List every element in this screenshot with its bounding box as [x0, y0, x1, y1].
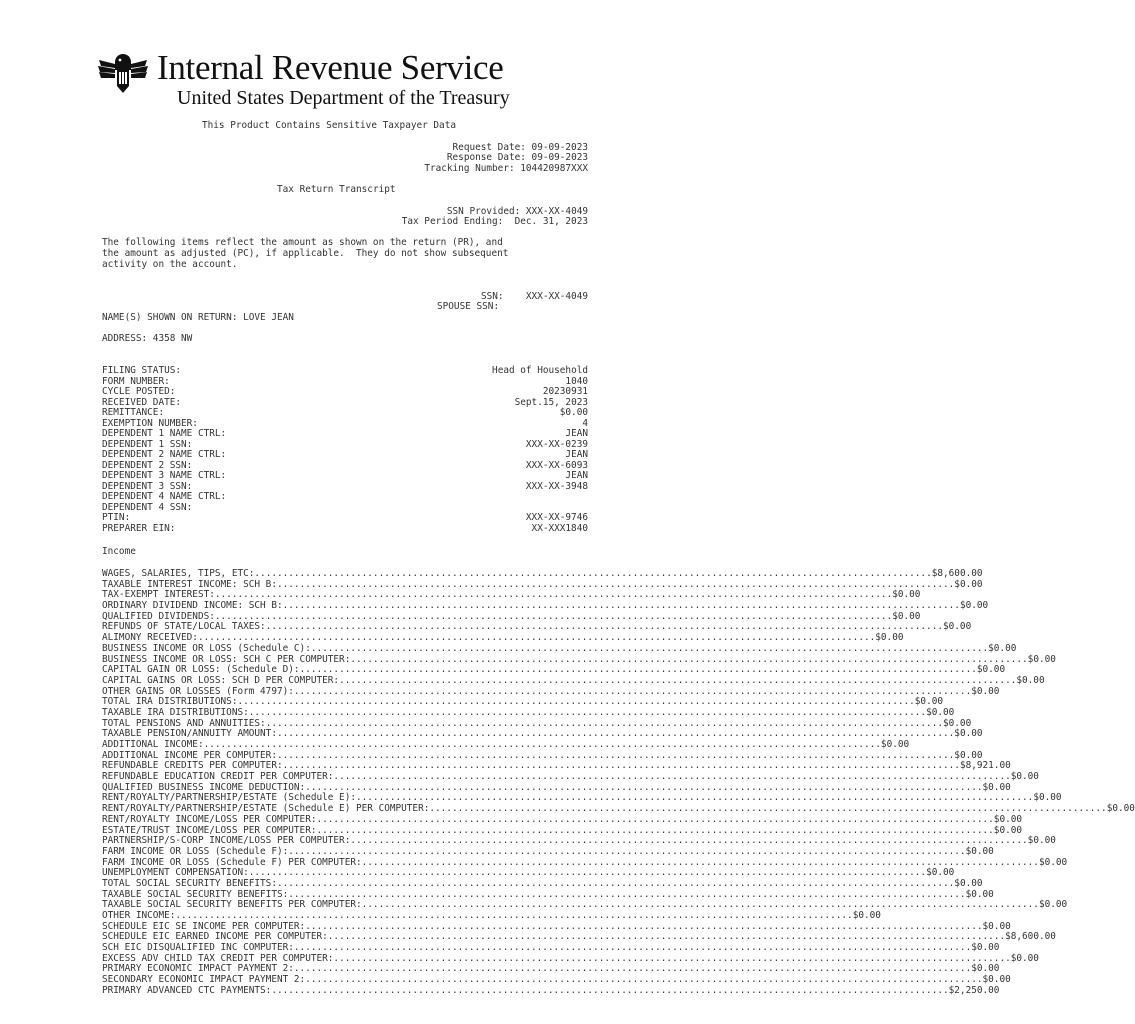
- income-label: REFUNDABLE EDUCATION CREDIT PER COMPUTER:: [102, 771, 334, 783]
- income-label: BUSINESS INCOME OR LOSS (Schedule C):: [102, 642, 311, 654]
- income-label: SCHEDULE EIC EARNED INCOME PER COMPUTER:: [102, 931, 328, 943]
- tracking-number: Tracking Number: 104420987XXX: [424, 163, 588, 174]
- dot-leader: ........................................................................................................................: [203, 739, 881, 750]
- irs-header: [97, 44, 557, 110]
- income-amount: $0.00: [954, 877, 983, 889]
- filing-detail-row: [102, 524, 588, 535]
- dot-leader: ........................................................................................................................: [254, 568, 932, 579]
- income-amount: $0.00: [993, 824, 1023, 836]
- taxpayer-ssn-value: XXX-XX-4049: [525, 291, 588, 302]
- filing-detail-label: FORM NUMBER:: [102, 375, 170, 387]
- income-label: TAX-EXEMPT INTEREST:: [102, 589, 215, 601]
- income-amount: $0.00: [982, 781, 1011, 793]
- filing-detail-label: REMITTANCE:: [102, 407, 165, 418]
- income-label: SCHEDULE EIC SE INCOME PER COMPUTER:: [102, 920, 306, 932]
- income-label: PRIMARY ECONOMIC IMPACT PAYMENT 2:: [102, 963, 294, 975]
- income-row: [102, 642, 1017, 655]
- explanation-line-3: activity on the account.: [102, 259, 238, 270]
- sensitive-data-notice: This Product Contains Sensitive Taxpayer Data: [202, 120, 456, 131]
- income-label: CAPITAL GAIN OR LOSS: (Schedule D):: [102, 664, 300, 676]
- income-amount: $0.00: [880, 739, 910, 750]
- income-amount: $0.00: [1027, 653, 1056, 665]
- filing-detail-value: JEAN: [565, 449, 588, 460]
- dot-leader: ........................................................................................................................: [350, 653, 1028, 665]
- dot-leader: ........................................................................................................................: [265, 621, 943, 633]
- response-date: Response Date: 09-09-2023: [446, 152, 588, 163]
- spouse-ssn-label: SPOUSE SSN:: [437, 301, 500, 312]
- filing-detail-value: JEAN: [565, 428, 588, 439]
- explanation-line-2: the amount as adjusted (PC), if applicable. They do not show subsequent: [102, 248, 509, 259]
- income-amount: $8,600.00: [931, 568, 983, 579]
- income-row: [102, 984, 1000, 997]
- filing-detail-label: CYCLE POSTED:: [102, 386, 176, 397]
- income-label: ADDITIONAL INCOME:: [102, 739, 204, 750]
- filing-details: [102, 366, 588, 534]
- filing-detail-label: DEPENDENT 4 SSN:: [102, 501, 193, 513]
- income-label: RENT/ROYALTY/PARTNERSHIP/ESTATE (Schedule E) PER COMPUTER:: [102, 803, 430, 815]
- income-amount: $0.00: [875, 632, 904, 644]
- filing-detail-label: DEPENDENT 2 NAME CTRL:: [102, 449, 227, 460]
- income-label: SECONDARY ECONOMIC IMPACT PAYMENT 2:: [102, 974, 306, 986]
- filing-detail-value: Sept.15, 2023: [514, 396, 588, 408]
- income-amount: $0.00: [993, 813, 1023, 825]
- income-row: [102, 845, 994, 858]
- income-row: [102, 813, 1023, 826]
- income-label: TAXABLE SOCIAL SECURITY BENEFITS PER COMPUTER:: [102, 899, 362, 911]
- income-amount: $0.00: [971, 685, 1000, 697]
- income-amount: $0.00: [1106, 803, 1135, 815]
- dot-leader: ........................................................................................................................: [310, 642, 989, 654]
- dot-leader: ........................................................................................................................: [293, 963, 972, 975]
- income-label: WAGES, SALARIES, TIPS, ETC:: [102, 568, 255, 579]
- income-amount: $0.00: [892, 589, 921, 601]
- income-amount: $0.00: [1016, 674, 1045, 686]
- income-amount: $0.00: [965, 845, 994, 857]
- dot-leader: ........................................................................................................................: [305, 920, 983, 932]
- income-amount: $0.00: [926, 867, 955, 879]
- income-label: TOTAL PENSIONS AND ANNUITIES:: [102, 717, 266, 729]
- income-amount: $0.00: [1010, 771, 1039, 783]
- income-label: QUALIFIED BUSINESS INCOME DEDUCTION:: [102, 781, 306, 793]
- dot-leader: ........................................................................................................................: [339, 674, 1017, 686]
- income-label: REFUNDS OF STATE/LOCAL TAXES:: [102, 621, 266, 633]
- income-amount: $0.00: [914, 696, 944, 708]
- filing-detail-row: [102, 429, 588, 440]
- filing-detail-row: [102, 513, 588, 524]
- income-amount: $0.00: [926, 706, 955, 718]
- filing-detail-row: [102, 366, 588, 377]
- income-amount: $0.00: [954, 749, 983, 761]
- dot-leader: ........................................................................................................................: [282, 760, 960, 772]
- income-label: RENT/ROYALTY INCOME/LOSS PER COMPUTER:: [102, 813, 317, 825]
- income-label: EXCESS ADV CHILD TAX CREDIT PER COMPUTER:: [102, 952, 334, 964]
- income-label: TAXABLE PENSION/ANNUITY AMOUNT:: [102, 728, 277, 740]
- income-amount: $0.00: [943, 717, 972, 729]
- dot-leader: ........................................................................................................................: [429, 803, 1107, 815]
- filing-detail-label: FILING STATUS:: [102, 365, 182, 376]
- income-label: PARTNERSHIP/S-CORP INCOME/LOSS PER COMPUTER:: [102, 835, 351, 847]
- ssn-provided: SSN Provided: XXX-XX-4049: [446, 206, 588, 217]
- filing-detail-value: XXX-XX-9746: [525, 512, 588, 523]
- income-label: FARM INCOME OR LOSS (Schedule F):: [102, 845, 289, 857]
- income-label: CAPITAL GAINS OR LOSS: SCH D PER COMPUTER:: [102, 674, 340, 686]
- income-amount: $0.00: [976, 664, 1006, 676]
- dot-leader: ........................................................................................................................: [276, 877, 955, 889]
- income-amount: $0.00: [892, 610, 921, 622]
- names-on-return: NAME(S) SHOWN ON RETURN: LOVE JEAN: [102, 312, 294, 323]
- dot-leader: ........................................................................................................................: [197, 632, 876, 644]
- filing-detail-value: XX-XXX1840: [531, 522, 588, 534]
- dot-leader: ........................................................................................................................: [356, 792, 1034, 804]
- income-label: RENT/ROYALTY/PARTNERSHIP/ESTATE (Schedule E):: [102, 792, 356, 804]
- dot-leader: ........................................................................................................................: [276, 749, 955, 761]
- filing-detail-label: PREPARER EIN:: [102, 522, 176, 534]
- income-amount: $0.00: [852, 910, 881, 921]
- income-label: ALIMONY RECEIVED:: [102, 632, 198, 644]
- income-amount: $0.00: [959, 600, 989, 612]
- income-label: FARM INCOME OR LOSS (Schedule F) PER COMPUTER:: [102, 856, 362, 868]
- income-label: ORDINARY DIVIDEND INCOME: SCH B:: [102, 600, 283, 612]
- filing-detail-row: [102, 471, 588, 482]
- income-amount: $0.00: [971, 942, 1000, 954]
- income-row: [102, 674, 1045, 687]
- dot-leader: ........................................................................................................................: [293, 942, 972, 954]
- dot-leader: ........................................................................................................................: [248, 867, 927, 879]
- income-amount: $0.00: [954, 728, 983, 740]
- filing-detail-value: JEAN: [565, 470, 588, 481]
- dot-leader: ........................................................................................................................: [276, 728, 955, 740]
- dot-leader: ........................................................................................................................: [175, 910, 853, 921]
- dot-leader: ........................................................................................................................: [305, 974, 983, 986]
- income-amount: $0.00: [971, 963, 1000, 975]
- income-amount: $0.00: [1038, 856, 1068, 868]
- income-label: ADDITIONAL INCOME PER COMPUTER:: [102, 749, 277, 761]
- income-label: QUALIFIED DIVIDENDS:: [102, 610, 215, 622]
- explanation-line-1: The following items reflect the amount as shown on the return (PR), and: [102, 237, 503, 248]
- dot-leader: ........................................................................................................................: [333, 952, 1011, 964]
- dot-leader: ........................................................................................................................: [276, 578, 955, 590]
- document-title: Tax Return Transcript: [277, 184, 396, 195]
- income-amount: $0.00: [1010, 952, 1039, 964]
- income-heading: Income: [102, 546, 136, 557]
- income-label: TAXABLE IRA DISTRIBUTIONS:: [102, 706, 249, 718]
- dot-leader: ........................................................................................................................: [299, 664, 977, 676]
- income-amount: $0.00: [982, 974, 1011, 986]
- filing-detail-row: [102, 408, 588, 419]
- filing-detail-label: RECEIVED DATE:: [102, 396, 182, 408]
- income-amount: $0.00: [1038, 899, 1068, 911]
- dot-leader: ........................................................................................................................: [305, 781, 983, 793]
- income-amount: $0.00: [1027, 835, 1056, 847]
- income-amount: $0.00: [965, 888, 994, 900]
- income-amount: $8,600.00: [1005, 931, 1056, 943]
- dot-leader: ........................................................................................................................: [271, 984, 949, 996]
- dot-leader: ........................................................................................................................: [316, 824, 994, 836]
- income-label: TOTAL SOCIAL SECURITY BENEFITS:: [102, 877, 277, 889]
- income-label: SCH EIC DISQUALIFIED INC COMPUTER:: [102, 942, 294, 954]
- dot-leader: ........................................................................................................................: [327, 931, 1006, 943]
- dot-leader: ........................................................................................................................: [265, 717, 943, 729]
- income-label: TOTAL IRA DISTRIBUTIONS:: [102, 696, 238, 708]
- filing-detail-label: DEPENDENT 2 SSN:: [102, 459, 193, 471]
- tax-period-ending: Tax Period Ending: Dec. 31, 2023: [401, 216, 588, 227]
- income-amount: $0.00: [988, 642, 1017, 654]
- income-label: BUSINESS INCOME OR LOSS: SCH C PER COMPUTER:: [102, 653, 351, 665]
- income-amount: $8,921.00: [959, 760, 1011, 772]
- filing-detail-row: [102, 398, 588, 409]
- income-amount: $0.00: [982, 920, 1011, 932]
- filing-detail-value: $0.00: [559, 407, 588, 418]
- dot-leader: ........................................................................................................................: [316, 813, 994, 825]
- income-amount: $0.00: [954, 578, 983, 590]
- dot-leader: ........................................................................................................................: [361, 899, 1039, 911]
- income-amount: $0.00: [1033, 792, 1062, 804]
- filing-detail-label: PTIN:: [102, 512, 131, 523]
- dot-leader: ........................................................................................................................: [237, 696, 915, 708]
- filing-detail-label: DEPENDENT 3 NAME CTRL:: [102, 470, 227, 481]
- income-label: OTHER INCOME:: [102, 910, 176, 921]
- filing-detail-row: [102, 387, 588, 398]
- filing-detail-label: DEPENDENT 1 SSN:: [102, 438, 193, 450]
- dot-leader: ........................................................................................................................: [282, 600, 960, 612]
- filing-detail-label: DEPENDENT 1 NAME CTRL:: [102, 428, 227, 439]
- filing-detail-value: XXX-XX-0239: [525, 438, 588, 450]
- filing-detail-row: [102, 503, 588, 514]
- filing-detail-value: XXX-XX-3948: [525, 480, 588, 492]
- dot-leader: ........................................................................................................................: [361, 856, 1039, 868]
- filing-detail-value: 20230931: [542, 386, 588, 397]
- income-label: UNEMPLOYMENT COMPENSATION:: [102, 867, 249, 879]
- agency-name: Internal Revenue Service: [157, 48, 504, 87]
- filing-detail-row: [102, 492, 588, 503]
- request-date: Request Date: 09-09-2023: [452, 142, 588, 153]
- address: ADDRESS: 4358 NW: [102, 333, 193, 344]
- income-table: [102, 568, 1135, 997]
- income-label: TAXABLE INTEREST INCOME: SCH B:: [102, 578, 277, 590]
- dot-leader: ........................................................................................................................: [288, 845, 966, 857]
- dot-leader: ........................................................................................................................: [214, 610, 893, 622]
- income-amount: $0.00: [943, 621, 972, 633]
- department-name: United States Department of the Treasury: [177, 87, 510, 109]
- dot-leader: ........................................................................................................................: [333, 771, 1011, 783]
- filing-detail-label: DEPENDENT 4 NAME CTRL:: [102, 491, 227, 502]
- income-label: REFUNDABLE CREDITS PER COMPUTER:: [102, 760, 283, 772]
- irs-eagle-logo-icon: [97, 50, 149, 94]
- filing-detail-value: XXX-XX-6093: [525, 459, 588, 471]
- filing-detail-label: EXEMPTION NUMBER:: [102, 417, 198, 429]
- dot-leader: ........................................................................................................................: [350, 835, 1028, 847]
- filing-detail-label: DEPENDENT 3 SSN:: [102, 480, 193, 492]
- income-label: TAXABLE SOCIAL SECURITY BENEFITS:: [102, 888, 289, 900]
- dot-leader: ........................................................................................................................: [288, 888, 966, 900]
- filing-detail-row: [102, 450, 588, 461]
- filing-detail-value: 1040: [565, 375, 588, 387]
- taxpayer-ssn-label: SSN:: [481, 291, 504, 302]
- dot-leader: ........................................................................................................................: [248, 706, 927, 718]
- filing-detail-value: Head of Household: [492, 365, 588, 376]
- dot-leader: ........................................................................................................................: [293, 685, 972, 697]
- income-label: ESTATE/TRUST INCOME/LOSS PER COMPUTER:: [102, 824, 317, 836]
- filing-detail-value: 4: [582, 417, 588, 429]
- dot-leader: ........................................................................................................................: [214, 589, 893, 601]
- income-label: OTHER GAINS OR LOSSES (Form 4797):: [102, 685, 294, 697]
- income-amount: $2,250.00: [948, 984, 1000, 996]
- income-label: PRIMARY ADVANCED CTC PAYMENTS:: [102, 984, 272, 996]
